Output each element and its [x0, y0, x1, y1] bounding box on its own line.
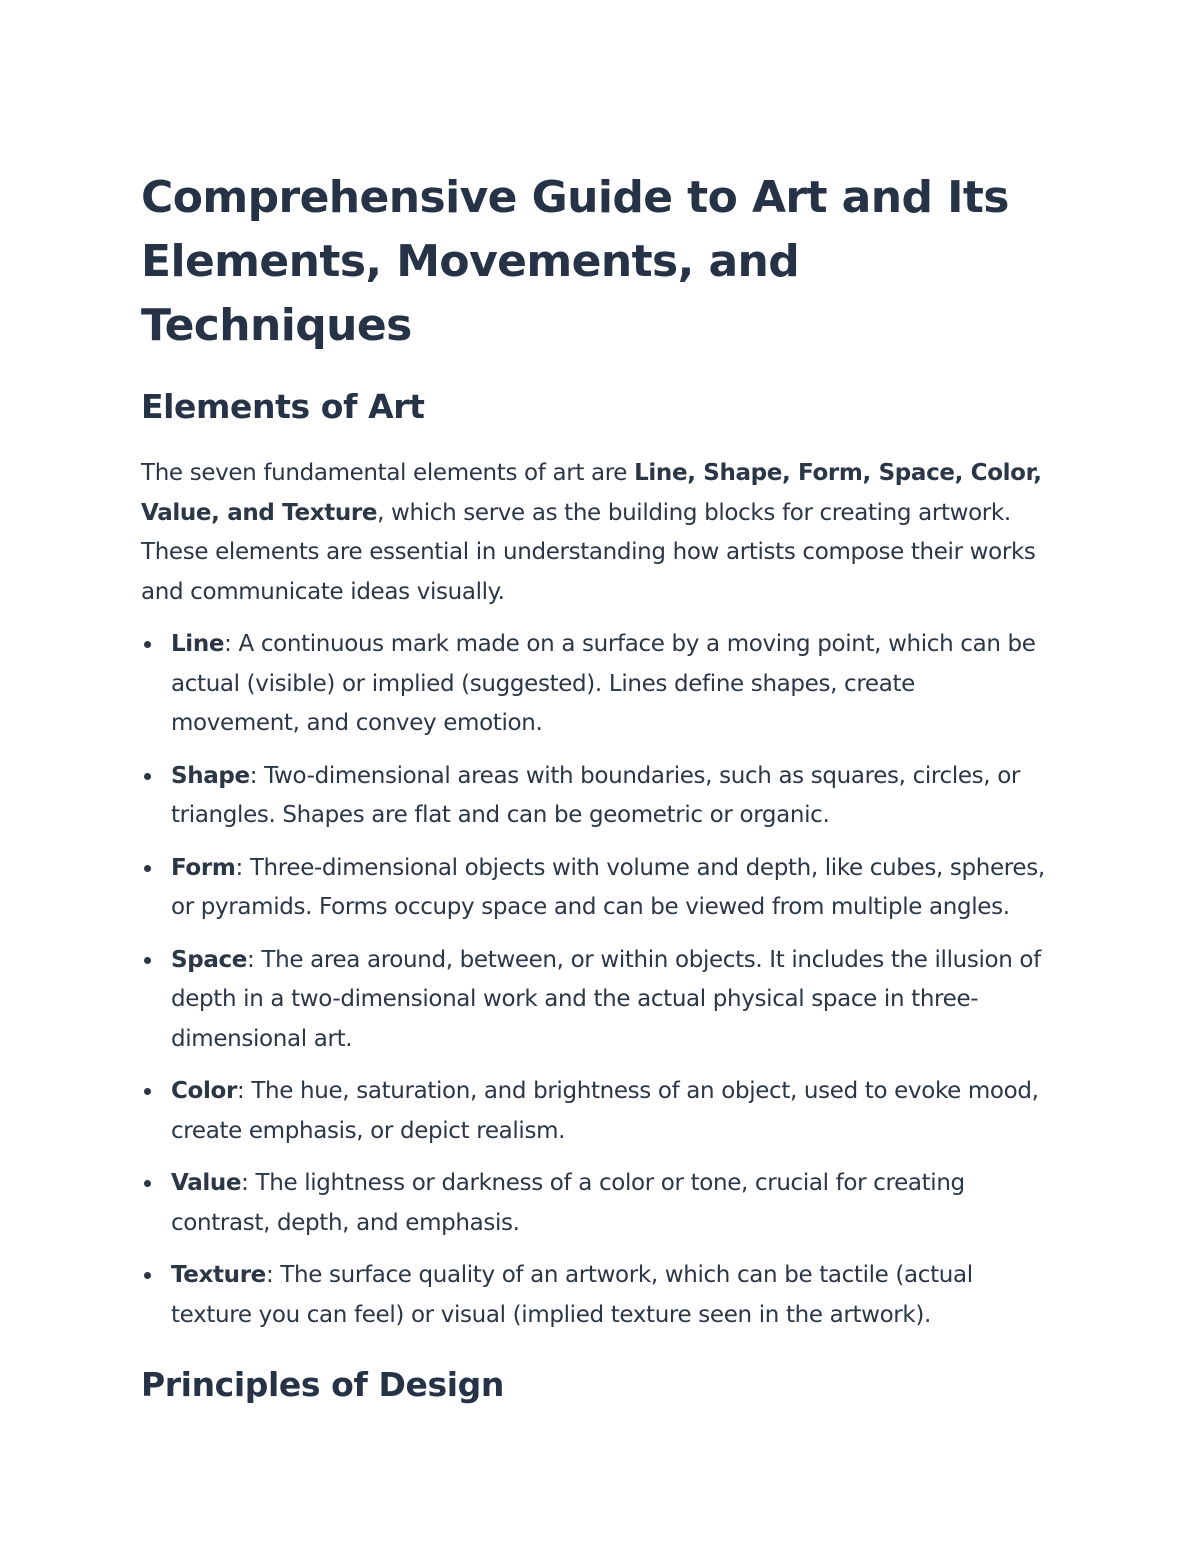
bullet-icon [144, 1180, 151, 1187]
bullet-icon [144, 773, 151, 780]
list-item-color [171, 1072, 1046, 1151]
intro-text-end: , which serve as the building blocks for creating artwork. These elements are essential in understanding how artists compose their works and communicate ideas visually. [141, 499, 1036, 605]
list-item-term: Texture [171, 1262, 266, 1288]
list-item-space [171, 941, 1046, 1060]
list-item-description: : Two-dimensional areas with boundaries, such as squares, circles, or triangles. Shapes are flat and can be geometric or organic. [171, 762, 1021, 828]
list-item-description: : Three-dimensional objects with volume and depth, like cubes, spheres, or pyramids. Forms occupy space and can be viewed from multiple angles. [171, 854, 1045, 920]
intro-elements-list: Line, Shape, Form, Space, Color, Value, and Texture [141, 460, 1042, 526]
bullet-icon [144, 865, 151, 872]
elements-list [141, 625, 1046, 1335]
list-item-form [171, 849, 1046, 928]
bullet-icon [144, 1088, 151, 1095]
list-item-term: Color [171, 1078, 237, 1104]
list-item-term: Line [171, 631, 225, 657]
document-title: Comprehensive Guide to Art and Its Elements, Movements, and Techniques [141, 172, 1009, 351]
section-heading-elements-of-art: Elements of Art [141, 387, 425, 426]
bullet-icon [144, 957, 151, 964]
list-item-shape [171, 757, 1046, 836]
intro-paragraph [141, 454, 1046, 612]
list-item-description: : The hue, saturation, and brightness of an object, used to evoke mood, create emphasis, or depict realism. [171, 1078, 1039, 1144]
list-item-description: : The lightness or darkness of a color or tone, crucial for creating contrast, depth, and emphasis. [171, 1170, 965, 1236]
section-heading-principles-of-design: Principles of Design [141, 1365, 504, 1404]
intro-text-start: The seven fundamental elements of art are [141, 460, 635, 486]
list-item-term: Form [171, 854, 236, 881]
list-item-term: Space [171, 946, 248, 973]
list-item-term: Shape [171, 762, 250, 789]
list-item-description: : The surface quality of an artwork, which can be tactile (actual texture you can feel) or visual (implied texture seen in the artwork). [171, 1262, 973, 1328]
bullet-icon [144, 1272, 151, 1279]
list-item-term: Value [171, 1170, 242, 1196]
list-item-value [171, 1164, 1046, 1243]
list-item-texture [171, 1256, 1046, 1335]
list-item-description: : A continuous mark made on a surface by a moving point, which can be actual (visible) or implied (suggested). Lines define shapes, create movement, and convey emotion. [171, 631, 1036, 736]
document-page [141, 166, 1046, 1410]
bullet-icon [144, 641, 151, 648]
list-item-line [171, 625, 1046, 744]
list-item-description: : The area around, between, or within objects. It includes the illusion of depth in a two-dimensional work and the actual physical space in three-dimensional art. [171, 946, 1041, 1052]
